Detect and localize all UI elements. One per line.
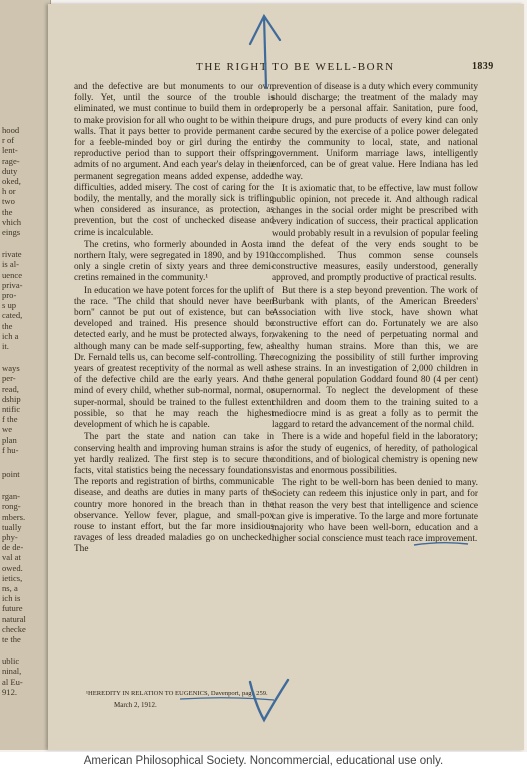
facing-page-fragment: vhich <box>2 216 22 227</box>
paragraph: There is a wide and hopeful field in the laboratory; for the study of eugenics, of heredity, of pathological conditions, and of biological chemistry is opening new vistas and enormous possibilities. <box>272 432 478 476</box>
facing-page-fragment: ublic <box>2 656 20 667</box>
facing-page-fragment: the <box>2 320 13 331</box>
paragraph: But there is a step beyond prevention. The work of Burbank with plants, of the American Breeders' Association with live stock, have shown what constructive effort can do. Fortunately we are also wakening to the need of perpetuating normal and healthy human strains. More than this, we are recognizing the possibility of still further improving these strains. In an investigation of 2,000 children in the general population Goddard found 80 (4 per cent) supernormal. To neglect the development of these children and doom them to the training suited to a mediocre mind is as great a folly as to permit the laggard to retard the advancement of the normal child. <box>272 285 478 431</box>
facing-page-fragment: ietics, <box>2 572 23 583</box>
facing-page-fragment: we <box>2 424 13 435</box>
pen-underline-eugenics <box>412 539 472 549</box>
archive-caption: American Philosophical Society. Noncommercial, educational use only. <box>0 752 527 772</box>
facing-page-fragment: duty <box>2 165 18 176</box>
facing-page-fragment: lent- <box>2 145 18 156</box>
facing-page-fragment: it. <box>2 341 9 351</box>
facing-page-fragment: mbers. <box>2 511 26 522</box>
facing-page-fragment: ninal, <box>2 666 22 677</box>
facing-page-fragment: plan <box>2 434 17 445</box>
facing-page-fragment: per- <box>2 373 16 384</box>
facing-page-fragment: checke <box>2 623 26 634</box>
facing-page-fragment: f the <box>2 414 18 425</box>
facing-page-edge <box>0 0 51 750</box>
left-column <box>74 82 274 557</box>
facing-page-fragment: uence <box>2 269 23 280</box>
facing-page-fragment: rage- <box>2 155 20 166</box>
facing-page-fragment: two <box>2 196 15 207</box>
facing-page-fragment: te the <box>2 634 21 644</box>
facing-page-fragment: ntific <box>2 404 21 414</box>
paragraph: prevention of disease is a duty which every community should discharge; the treatment of the malady may properly be a personal affair. Sanitation, pure food, pure drugs, and pure products of every kind can only be secured by the exercise of a police power delegated by the community to local, state, and national government. Uniform marriage laws, intelligently enforced, can be of great value. Here Indiana has led the way. <box>272 82 478 182</box>
facing-page-fragment: the <box>2 206 13 217</box>
facing-page-fragment: r of <box>2 135 15 146</box>
paragraph: In education we have potent forces for the uplift of the race. "The child that should never have been born" cannot be put out of existence, but can be developed and trained. His presence should be detected early, and he must be protected always, for, although many can be made self-supporting, few, as Dr. Fernald tells us, can become self-controlling. The years of greatest receptivity of the normal as well as of the defective child are the early years. And the mind of every child, whether sub-normal, normal, or super-normal, should be trained to the fullest extent possible, so that he may reach the highest development of which he is capable. <box>74 285 274 431</box>
paragraph: The cretins, who formerly abounded in Aosta in northern Italy, were segregated in 1890, and by 1910 only a single cretin of sixty years and three demi-cretins remained in the community.¹ <box>74 239 274 284</box>
pen-arrow-up-mark <box>240 10 290 90</box>
page-number: 1839 <box>472 61 494 72</box>
facing-page-fragment: dship <box>2 393 21 404</box>
facing-page-fragment: f hu- <box>2 444 19 455</box>
footnote-date: March 2, 1912. <box>114 701 157 709</box>
facing-page-fragment: cated, <box>2 310 23 321</box>
page-title: THE RIGHT TO BE WELL-BORN <box>196 61 395 73</box>
facing-page-fragment: phy- <box>2 532 18 542</box>
pen-underline-footnote <box>178 694 278 704</box>
facing-page-fragment: oked, <box>2 176 21 186</box>
facing-page-fragment: de de- <box>2 542 24 553</box>
facing-page-fragment: 912. <box>2 686 18 697</box>
right-column <box>272 82 478 546</box>
facing-page-fragment: ich a <box>2 330 19 341</box>
facing-page-fragment: is al- <box>2 259 19 270</box>
paragraph: The part the state and nation can take in conserving health and improving human strains is as yet hardly realized. The first step is to secure the facts, vital statistics being the necessary foundations. The reports and registration of births, communicable disease, and deaths are duties in many parts of the country more honored in the breach than in the observance. Yellow fever, plague, and small-pox rouse to instant effort, but the far more insidious ravages of less dreaded maladies go on unchecked. The <box>74 432 274 555</box>
facing-page-fragment: ich is <box>2 593 21 604</box>
facing-page-fragment: rgan- <box>2 491 20 502</box>
paragraph: The right to be well-born has been denied to many. Society can redeem this injustice only in part, and for that reason the very best that intelligence and science can give is imperative. To the large and more fortunate majority who have been well-born, education and a higher social conscience must teach race improvement. <box>272 478 478 545</box>
facing-page-fragment: priva- <box>2 279 23 290</box>
facing-page-fragment: owed. <box>2 562 23 573</box>
paragraph: It is axiomatic that, to be effective, law must follow public opinion, not precede it. And although radical changes in the social order might be prescribed with every indication of success, their practical application would probably result in a revulsion of popular feeling and the defeat of the very ends sought to be accomplished. Thus common sense counsels constructive measures, easily understood, generally approved, and promptly productive of practical results. <box>272 183 478 284</box>
facing-page-fragment: point <box>2 469 20 479</box>
facing-page-fragment: rivate <box>2 249 22 260</box>
facing-page-fragment: ns, a <box>2 583 18 593</box>
facing-page-fragment: rong- <box>2 501 21 512</box>
facing-page-fragment: s up <box>2 300 17 311</box>
paragraph: and the defective are but monuments to our own folly. Yet, until the source of the trouble is eliminated, we must continue to build them in order to make provision for all who ought to be within their walls. That it pays better to provide permanent care for a feeble-minded boy or girl during the entire reproductive period than to support their offspring admits of no argument. And each year's delay in their permanent segregation means added expense, added difficulties, added misery. The cost of caring for the bodily, the mentally, and the morally sick is trifling when considered as insurance, as protection, as prevention, but the cost of unchecked disease and crime is incalculable. <box>74 82 274 238</box>
facing-page-fragment: future <box>2 603 23 614</box>
facing-page-fragment: val at <box>2 552 21 563</box>
facing-page-fragment: hood <box>2 125 20 135</box>
facing-page-fragment: al Eu- <box>2 676 23 687</box>
facing-page-fragment: eings <box>2 227 21 237</box>
footnote-text: ¹HEREDITY IN RELATION TO EUGENICS, Davenport, page 259. <box>86 690 268 697</box>
document-page <box>48 4 524 750</box>
facing-page-fragment: read, <box>2 383 19 394</box>
facing-page-fragment: ways <box>2 363 20 374</box>
facing-page-fragment: h or <box>2 186 16 197</box>
facing-page-fragment: tually <box>2 521 22 532</box>
facing-page-fragment: pro- <box>2 290 17 300</box>
facing-page-fragment: natural <box>2 613 26 624</box>
